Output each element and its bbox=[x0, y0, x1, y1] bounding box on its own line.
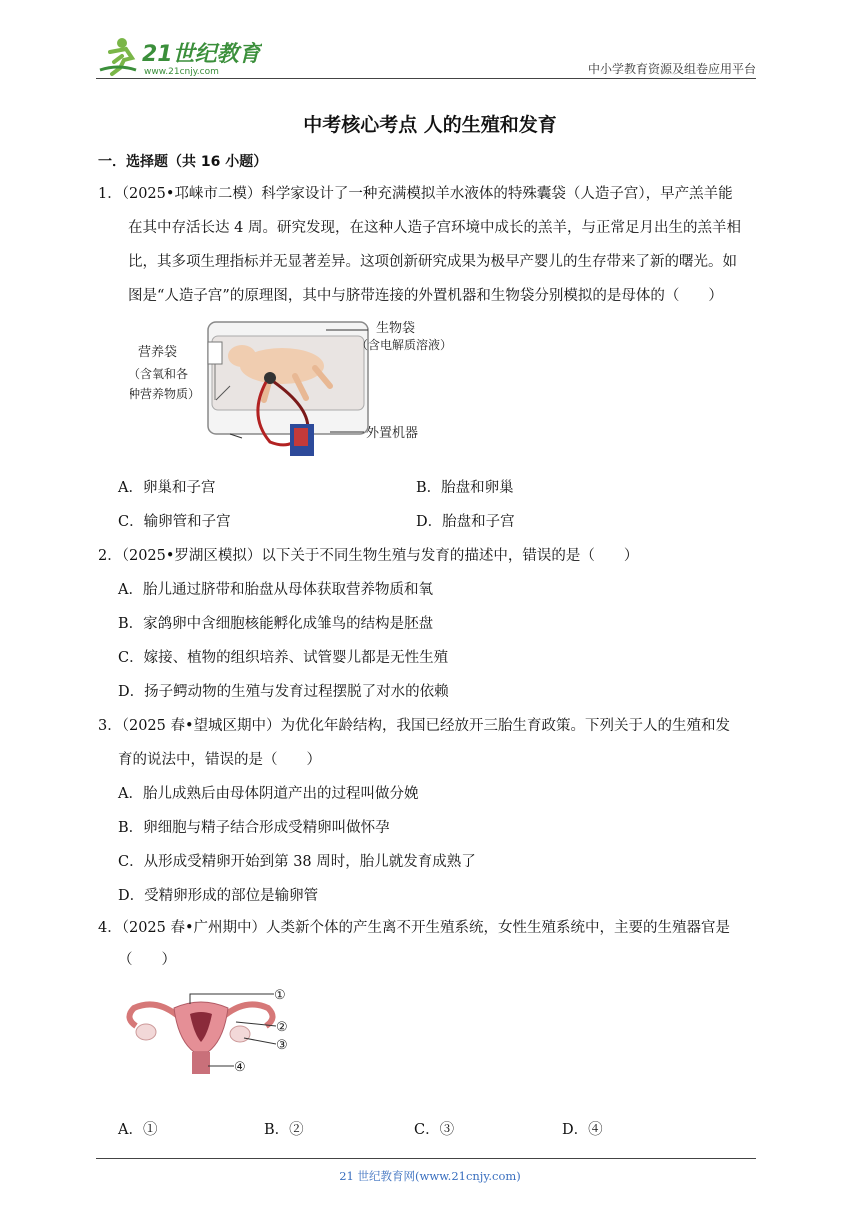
q2-option-d[interactable]: D．扬子鳄动物的生殖与发育过程摆脱了对水的依赖 bbox=[118, 684, 449, 700]
label-bio-bag: 生物袋 bbox=[376, 321, 416, 336]
q4-option-a[interactable]: A．① bbox=[118, 1122, 158, 1138]
q1-option-c[interactable]: C．输卵管和子宫 bbox=[118, 514, 231, 530]
label-nutrient-sub-2: 种营养物质） bbox=[130, 387, 201, 401]
q1-line-1: 1．（2025•邛崃市二模）科学家设计了一种充满模拟羊水液体的特殊囊袋（人造子宫），早产羔羊能 bbox=[98, 186, 733, 202]
label-nutrient-sub-1: （含氧和各 bbox=[130, 367, 189, 381]
fig-label-1: ① bbox=[274, 988, 286, 1003]
q4-line-1: 4．（2025 春•广州期中）人类新个体的产生离不开生殖系统，女性生殖系统中，主要的生殖器官是 bbox=[98, 920, 731, 936]
q3-option-a[interactable]: A．胎儿成熟后由母体阴道产出的过程叫做分娩 bbox=[118, 786, 419, 802]
logo-text: 21世纪教育 bbox=[142, 42, 261, 67]
q1-line-4: 图是“人造子宫”的原理图，其中与脐带连接的外置机器和生物袋分别模拟的是母体的（ ） bbox=[128, 288, 723, 304]
footer-divider bbox=[96, 1158, 756, 1159]
q1-option-a[interactable]: A．卵巢和子宫 bbox=[118, 480, 216, 496]
q4-option-b[interactable]: B．② bbox=[264, 1122, 304, 1138]
logo bbox=[92, 34, 262, 80]
header-divider bbox=[96, 78, 756, 79]
q4-line-2: （ ） bbox=[118, 952, 176, 968]
page-title: 中考核心考点 人的生殖和发育 bbox=[303, 114, 557, 136]
q3-line-2: 育的说法中，错误的是（ ） bbox=[118, 752, 321, 768]
fig-label-2: ② bbox=[276, 1020, 288, 1035]
q3-option-c[interactable]: C．从形成受精卵开始到第 38 周时，胎儿就发育成熟了 bbox=[118, 854, 476, 870]
reproductive-system-figure bbox=[116, 982, 306, 1074]
label-nutrient-bag: 营养袋 bbox=[138, 345, 178, 360]
fig-label-4: ④ bbox=[234, 1060, 246, 1074]
label-machine: 外置机器 bbox=[366, 426, 419, 441]
q1-option-d[interactable]: D．胎盘和子宫 bbox=[416, 514, 515, 530]
q3-option-d[interactable]: D．受精卵形成的部位是输卵管 bbox=[118, 888, 319, 904]
runner-logo-icon bbox=[92, 34, 262, 80]
q4-option-c[interactable]: C．③ bbox=[414, 1122, 455, 1138]
q1-line-2: 在其中存活长达 4 周。研究发现，在这种人造子宫环境中成长的羔羊，与正常足月出生的羔羊相 bbox=[128, 220, 741, 236]
q2-line-1: 2．（2025•罗湖区模拟）以下关于不同生物生殖与发育的描述中，错误的是（ ） bbox=[98, 548, 639, 564]
q2-option-a[interactable]: A．胎儿通过脐带和胎盘从母体获取营养物质和氧 bbox=[118, 582, 433, 598]
q3-option-b[interactable]: B．卵细胞与精子结合形成受精卵叫做怀孕 bbox=[118, 820, 390, 836]
q3-line-1: 3．（2025 春•望城区期中）为优化年龄结构，我国已经放开三胎生育政策。下列关于人的生殖和发 bbox=[98, 718, 731, 734]
q1-option-b[interactable]: B．胎盘和卵巢 bbox=[416, 480, 514, 496]
fig-label-3: ③ bbox=[276, 1038, 288, 1053]
logo-url: www.21cnjy.com bbox=[144, 67, 219, 77]
section-heading: 一．选择题（共 16 小题） bbox=[98, 154, 268, 170]
q2-option-b[interactable]: B．家鸽卵中含细胞核能孵化成雏鸟的结构是胚盘 bbox=[118, 616, 434, 632]
artificial-womb-figure bbox=[130, 316, 470, 464]
q1-line-3: 比，其多项生理指标并无显著差异。这项创新研究成果为极早产婴儿的生存带来了新的曙光。如 bbox=[128, 254, 737, 270]
q4-option-d[interactable]: D．④ bbox=[562, 1122, 603, 1138]
label-bio-bag-sub: （含电解质溶液） bbox=[356, 338, 453, 352]
q2-option-c[interactable]: C．嫁接、植物的组织培养、试管婴儿都是无性生殖 bbox=[118, 650, 449, 666]
platform-name: 中小学教育资源及组卷应用平台 bbox=[587, 62, 756, 76]
footer-link[interactable]: 21 世纪教育网(www.21cnjy.com) bbox=[339, 1169, 521, 1183]
